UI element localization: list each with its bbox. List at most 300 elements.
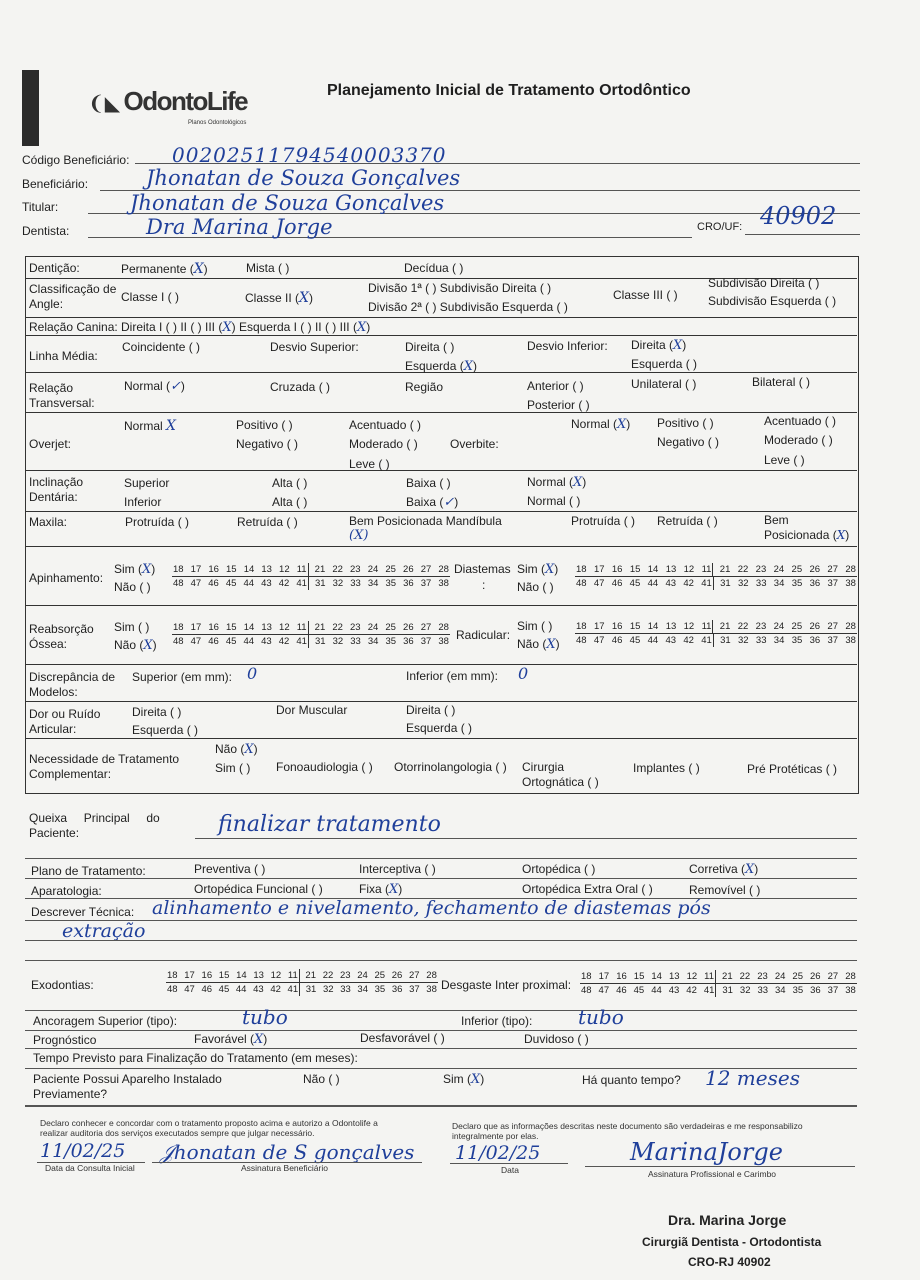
tooth-38[interactable]: 38 <box>845 635 856 646</box>
tooth-48[interactable]: 48 <box>167 984 178 995</box>
tooth-28[interactable]: 28 <box>438 622 449 633</box>
tooth-25[interactable]: 25 <box>385 622 396 633</box>
tooth-32[interactable]: 32 <box>739 985 751 996</box>
tooth-28[interactable]: 28 <box>845 621 856 632</box>
necessidade-sim[interactable]: Sim ( ) <box>215 761 251 775</box>
tooth-47[interactable]: 47 <box>593 635 605 646</box>
tooth-24[interactable]: 24 <box>773 564 785 575</box>
tooth-17[interactable]: 17 <box>593 564 605 575</box>
discrepancia-superior-value[interactable]: 0 <box>247 664 258 683</box>
reabsorcao-teeth-chart[interactable] <box>172 621 450 648</box>
dor-muscular-esquerda[interactable]: Esquerda ( ) <box>406 721 473 735</box>
tooth-35[interactable]: 35 <box>374 984 386 995</box>
tooth-34[interactable]: 34 <box>773 635 785 646</box>
mandibula-protruida[interactable]: Protruída ( ) <box>571 514 636 528</box>
tooth-27[interactable]: 27 <box>827 971 839 982</box>
tooth-24[interactable]: 24 <box>774 971 786 982</box>
tooth-45[interactable]: 45 <box>225 578 237 589</box>
tooth-44[interactable]: 44 <box>243 578 255 589</box>
diastemas-teeth-chart[interactable] <box>575 563 857 590</box>
angle-classe-2[interactable]: Classe II (X) <box>245 290 313 306</box>
tooth-42[interactable]: 42 <box>270 984 281 995</box>
tooth-46[interactable]: 46 <box>616 985 627 996</box>
tooth-24[interactable]: 24 <box>367 564 379 575</box>
tooth-16[interactable]: 16 <box>208 622 219 633</box>
prognostico-desfavoravel[interactable]: Desfavorável ( ) <box>360 1031 445 1045</box>
denticao-mista[interactable]: Mista ( ) <box>246 261 290 275</box>
tooth-23[interactable]: 23 <box>757 971 768 982</box>
plano-preventiva[interactable]: Preventiva ( ) <box>194 862 266 876</box>
transversal-cruzada[interactable]: Cruzada ( ) <box>270 380 331 394</box>
tooth-44[interactable]: 44 <box>647 635 659 646</box>
tooth-36[interactable]: 36 <box>391 984 403 995</box>
tooth-18[interactable]: 18 <box>167 970 178 981</box>
aparatologia-removivel[interactable]: Removível ( ) <box>689 883 761 897</box>
radicular-nao[interactable]: Não (X) <box>517 637 560 652</box>
inclinacao-sup-alta[interactable]: Alta ( ) <box>272 476 308 490</box>
tooth-37[interactable]: 37 <box>420 578 432 589</box>
tooth-43[interactable]: 43 <box>668 985 680 996</box>
tooth-22[interactable]: 22 <box>322 970 334 981</box>
prognostico-favoravel[interactable]: Favorável (X) <box>194 1032 268 1047</box>
radicular-teeth-chart[interactable] <box>575 620 857 647</box>
tooth-22[interactable]: 22 <box>739 971 751 982</box>
tooth-48[interactable]: 48 <box>581 985 592 996</box>
tooth-41[interactable]: 41 <box>701 578 712 589</box>
tooth-41[interactable]: 41 <box>296 578 307 589</box>
tooth-44[interactable]: 44 <box>235 984 247 995</box>
titular-value[interactable]: Jhonatan de Souza Gonçalves <box>130 191 445 215</box>
tooth-12[interactable]: 12 <box>686 971 698 982</box>
tooth-45[interactable]: 45 <box>218 984 230 995</box>
reabsorcao-sim[interactable]: Sim ( ) <box>114 620 150 634</box>
tooth-17[interactable]: 17 <box>593 621 605 632</box>
tooth-18[interactable]: 18 <box>576 621 587 632</box>
denticao-permanente[interactable]: Permanente (X) <box>121 261 208 277</box>
tooth-37[interactable]: 37 <box>827 635 839 646</box>
angle-classe-1[interactable]: Classe I ( ) <box>121 290 180 304</box>
tooth-23[interactable]: 23 <box>350 564 361 575</box>
transversal-normal[interactable]: Normal (✓) <box>124 379 185 394</box>
tooth-48[interactable]: 48 <box>173 578 184 589</box>
tooth-28[interactable]: 28 <box>426 970 437 981</box>
tooth-42[interactable]: 42 <box>278 636 290 647</box>
tooth-45[interactable]: 45 <box>629 578 641 589</box>
diastemas-sim[interactable]: Sim (X) <box>517 562 559 577</box>
tooth-45[interactable]: 45 <box>225 636 237 647</box>
tooth-43[interactable]: 43 <box>261 636 272 647</box>
overjet-acentuado[interactable]: Acentuado ( ) <box>349 418 422 432</box>
tooth-38[interactable]: 38 <box>426 984 437 995</box>
tooth-15[interactable]: 15 <box>226 622 237 633</box>
tooth-14[interactable]: 14 <box>243 622 255 633</box>
tecnica-value-line-1[interactable]: alinhamento e nivelamento, fechamento de diastemas pós <box>152 897 711 919</box>
tooth-27[interactable]: 27 <box>420 622 432 633</box>
inclinacao-inf-alta[interactable]: Alta ( ) <box>272 495 308 509</box>
tooth-15[interactable]: 15 <box>629 564 641 575</box>
apinhamento-nao[interactable]: Não ( ) <box>114 580 151 594</box>
tooth-15[interactable]: 15 <box>218 970 230 981</box>
diastemas-label: Diastemas <box>454 562 511 576</box>
angle-classe-3[interactable]: Classe III ( ) <box>613 288 678 302</box>
tooth-33[interactable]: 33 <box>755 578 767 589</box>
tooth-31[interactable]: 31 <box>720 578 731 589</box>
prognostico-duvidoso[interactable]: Duvidoso ( ) <box>524 1032 589 1046</box>
tooth-21[interactable]: 21 <box>314 564 326 575</box>
tooth-41[interactable]: 41 <box>701 635 712 646</box>
tooth-11[interactable]: 11 <box>701 564 712 575</box>
overjet-moderado[interactable]: Moderado ( ) <box>349 437 418 451</box>
tooth-37[interactable]: 37 <box>420 636 432 647</box>
transversal-bilateral[interactable]: Bilateral ( ) <box>752 375 811 389</box>
tooth-16[interactable]: 16 <box>611 564 623 575</box>
tooth-18[interactable]: 18 <box>581 971 592 982</box>
beneficiario-label: Beneficiário: <box>22 177 89 191</box>
tooth-11[interactable]: 11 <box>701 621 712 632</box>
angle-subdivisao-esquerda[interactable]: Subdivisão Esquerda ( ) <box>708 294 837 308</box>
exodontias-teeth-chart[interactable] <box>166 969 438 996</box>
tooth-46[interactable]: 46 <box>208 578 219 589</box>
inclinacao-sup-normal[interactable]: Normal (X) <box>527 475 587 490</box>
tooth-24[interactable]: 24 <box>773 621 785 632</box>
tooth-12[interactable]: 12 <box>683 621 695 632</box>
overjet-leve[interactable]: Leve ( ) <box>349 457 390 471</box>
tooth-15[interactable]: 15 <box>633 971 645 982</box>
aparatologia-fixa[interactable]: Fixa (X) <box>359 882 403 897</box>
tooth-32[interactable]: 32 <box>738 635 749 646</box>
tooth-46[interactable]: 46 <box>611 578 623 589</box>
tooth-45[interactable]: 45 <box>633 985 645 996</box>
apinhamento-teeth-chart[interactable] <box>172 563 450 590</box>
cro-value[interactable]: 40902 <box>760 202 837 230</box>
denticao-decidua[interactable]: Decídua ( ) <box>404 261 464 275</box>
tooth-34[interactable]: 34 <box>367 636 379 647</box>
beneficiario-value[interactable]: Jhonatan de Souza Gonçalves <box>146 166 461 190</box>
tooth-32[interactable]: 32 <box>322 984 334 995</box>
ha-quanto-tempo-value[interactable]: 12 meses <box>705 1066 800 1090</box>
tooth-13[interactable]: 13 <box>668 971 680 982</box>
plano-corretiva[interactable]: Corretiva (X) <box>689 862 759 877</box>
tooth-12[interactable]: 12 <box>279 622 290 633</box>
mandibula-bem-posicionada[interactable]: Posicionada (X) <box>764 528 850 542</box>
codigo-value[interactable]: 00202511794540003370 <box>172 143 447 167</box>
tooth-46[interactable]: 46 <box>611 635 623 646</box>
overbite-acentuado[interactable]: Acentuado ( ) <box>764 414 837 428</box>
necessidade-nao[interactable]: Não (X) <box>215 742 258 757</box>
tooth-13[interactable]: 13 <box>261 564 272 575</box>
angle-divisao-2[interactable]: Divisão 2ª ( ) Subdivisão Esquerda ( ) <box>368 300 568 314</box>
tooth-25[interactable]: 25 <box>385 564 396 575</box>
tooth-26[interactable]: 26 <box>391 970 403 981</box>
desvio-inf-esquerda[interactable]: Esquerda ( ) <box>631 357 698 371</box>
overbite-normal[interactable]: Normal (X) <box>571 417 631 432</box>
tooth-38[interactable]: 38 <box>438 578 449 589</box>
tooth-12[interactable]: 12 <box>683 564 695 575</box>
tooth-26[interactable]: 26 <box>809 564 821 575</box>
overjet-positivo[interactable]: Positivo ( ) <box>236 418 293 432</box>
tooth-16[interactable]: 16 <box>611 621 623 632</box>
aparatologia-extra-oral[interactable]: Ortopédica Extra Oral ( ) <box>522 882 653 896</box>
overbite-positivo[interactable]: Positivo ( ) <box>657 416 714 430</box>
tooth-35[interactable]: 35 <box>792 985 804 996</box>
tooth-31[interactable]: 31 <box>720 635 731 646</box>
inclinacao-inf-baixa[interactable]: Baixa (✓) <box>406 495 459 510</box>
transversal-unilateral[interactable]: Unilateral ( ) <box>631 377 697 391</box>
desvio-sup-esquerda[interactable]: Esquerda (X) <box>405 359 477 374</box>
ancoragem-superior-label: Ancoragem Superior (tipo): <box>33 1014 178 1028</box>
tooth-23[interactable]: 23 <box>755 621 767 632</box>
tooth-41[interactable]: 41 <box>287 984 299 995</box>
apinhamento-sim[interactable]: Sim (X) <box>114 562 156 577</box>
tooth-41[interactable]: 41 <box>296 636 307 647</box>
tooth-25[interactable]: 25 <box>791 564 803 575</box>
tooth-28[interactable]: 28 <box>845 971 856 982</box>
dor-direita[interactable]: Direita ( ) <box>132 705 182 719</box>
tooth-17[interactable]: 17 <box>184 970 195 981</box>
tooth-45[interactable]: 45 <box>629 635 641 646</box>
tooth-14[interactable]: 14 <box>647 621 659 632</box>
discrepancia-inferior-value[interactable]: 0 <box>518 664 529 683</box>
tooth-23[interactable]: 23 <box>339 970 351 981</box>
maxila-bem-mark: (X) <box>349 528 369 543</box>
tooth-36[interactable]: 36 <box>809 635 821 646</box>
tooth-24[interactable]: 24 <box>367 622 379 633</box>
tooth-27[interactable]: 27 <box>420 564 432 575</box>
tooth-12[interactable]: 12 <box>270 970 282 981</box>
tooth-34[interactable]: 34 <box>357 984 368 995</box>
tooth-36[interactable]: 36 <box>403 636 414 647</box>
tooth-27[interactable]: 27 <box>409 970 420 981</box>
tooth-41[interactable]: 41 <box>703 985 715 996</box>
tooth-36[interactable]: 36 <box>403 578 414 589</box>
tooth-47[interactable]: 47 <box>593 578 605 589</box>
overjet-negativo[interactable]: Negativo ( ) <box>236 437 299 451</box>
desvio-sup-direita[interactable]: Direita ( ) <box>405 340 455 354</box>
tooth-43[interactable]: 43 <box>665 635 677 646</box>
tooth-17[interactable]: 17 <box>598 971 610 982</box>
tooth-22[interactable]: 22 <box>737 621 749 632</box>
tooth-22[interactable]: 22 <box>332 564 343 575</box>
tooth-38[interactable]: 38 <box>845 578 856 589</box>
tooth-47[interactable]: 47 <box>190 636 202 647</box>
necessidade-pre-proteticas[interactable]: Pré Protéticas ( ) <box>747 762 838 776</box>
tooth-11[interactable]: 11 <box>287 970 298 981</box>
tooth-35[interactable]: 35 <box>385 636 397 647</box>
ancoragem-inferior-value[interactable]: tubo <box>578 1005 624 1029</box>
tooth-33[interactable]: 33 <box>340 984 351 995</box>
inclinacao-label-2: Dentária: <box>29 490 78 504</box>
tooth-26[interactable]: 26 <box>809 621 821 632</box>
diastemas-nao[interactable]: Não ( ) <box>517 580 554 594</box>
tooth-18[interactable]: 18 <box>173 622 184 633</box>
tooth-27[interactable]: 27 <box>827 621 838 632</box>
tooth-46[interactable]: 46 <box>208 636 219 647</box>
tooth-47[interactable]: 47 <box>190 578 202 589</box>
tooth-25[interactable]: 25 <box>374 970 386 981</box>
tooth-31[interactable]: 31 <box>722 985 733 996</box>
dentista-value[interactable]: Dra Marina Jorge <box>146 215 333 239</box>
tooth-22[interactable]: 22 <box>332 622 343 633</box>
dor-esquerda[interactable]: Esquerda ( ) <box>132 723 199 737</box>
maxila-bem-posicionada[interactable]: Bem Posicionada Mandíbula <box>349 514 502 528</box>
tooth-26[interactable]: 26 <box>403 622 414 633</box>
dor-muscular-direita[interactable]: Direita ( ) <box>406 703 456 717</box>
tooth-21[interactable]: 21 <box>719 564 731 575</box>
tooth-36[interactable]: 36 <box>809 578 821 589</box>
tooth-42[interactable]: 42 <box>683 635 694 646</box>
tooth-25[interactable]: 25 <box>791 621 803 632</box>
tooth-44[interactable]: 44 <box>651 985 662 996</box>
logo <box>88 86 247 117</box>
tooth-33[interactable]: 33 <box>350 636 361 647</box>
transversal-posterior[interactable]: Posterior ( ) <box>527 398 590 412</box>
tooth-33[interactable]: 33 <box>757 985 769 996</box>
tooth-11[interactable]: 11 <box>296 564 307 575</box>
radicular-sim[interactable]: Sim ( ) <box>517 619 553 633</box>
tooth-35[interactable]: 35 <box>385 578 397 589</box>
tooth-34[interactable]: 34 <box>773 578 785 589</box>
overbite-leve[interactable]: Leve ( ) <box>764 453 805 467</box>
tooth-36[interactable]: 36 <box>810 985 821 996</box>
tooth-11[interactable]: 11 <box>296 622 307 633</box>
tooth-46[interactable]: 46 <box>201 984 213 995</box>
tooth-43[interactable]: 43 <box>253 984 264 995</box>
tooth-38[interactable]: 38 <box>438 636 449 647</box>
tooth-11[interactable]: 11 <box>704 971 715 982</box>
tooth-18[interactable]: 18 <box>576 564 587 575</box>
tooth-48[interactable]: 48 <box>576 635 587 646</box>
inclinacao-inf-normal[interactable]: Normal ( ) <box>527 494 581 508</box>
maxila-protruida[interactable]: Protruída ( ) <box>125 515 190 529</box>
tooth-47[interactable]: 47 <box>598 985 610 996</box>
overbite-moderado[interactable]: Moderado ( ) <box>764 433 833 447</box>
tooth-26[interactable]: 26 <box>810 971 821 982</box>
tooth-38[interactable]: 38 <box>845 985 856 996</box>
tooth-28[interactable]: 28 <box>438 564 449 575</box>
tooth-23[interactable]: 23 <box>350 622 361 633</box>
tooth-32[interactable]: 32 <box>332 636 344 647</box>
necessidade-fonoaudiologia[interactable]: Fonoaudiologia ( ) <box>276 760 373 774</box>
tooth-14[interactable]: 14 <box>236 970 247 981</box>
tooth-21[interactable]: 21 <box>305 970 316 981</box>
plano-interceptiva[interactable]: Interceptiva ( ) <box>359 862 436 876</box>
tooth-31[interactable]: 31 <box>315 578 326 589</box>
tooth-15[interactable]: 15 <box>629 621 641 632</box>
necessidade-otorrino[interactable]: Otorrinolangologia ( ) <box>394 760 507 774</box>
tooth-13[interactable]: 13 <box>665 621 677 632</box>
data-value[interactable]: 11/02/25 <box>455 1142 541 1164</box>
tooth-42[interactable]: 42 <box>686 985 697 996</box>
tooth-16[interactable]: 16 <box>616 971 627 982</box>
maxila-retruida[interactable]: Retruída ( ) <box>237 515 298 529</box>
tooth-16[interactable]: 16 <box>208 564 219 575</box>
tooth-37[interactable]: 37 <box>409 984 420 995</box>
tooth-48[interactable]: 48 <box>576 578 587 589</box>
tooth-43[interactable]: 43 <box>665 578 677 589</box>
overjet-label: Overjet: <box>29 437 72 451</box>
angle-divisao-1[interactable]: Divisão 1ª ( ) Subdivisão Direita ( ) <box>368 281 552 295</box>
tooth-43[interactable]: 43 <box>261 578 272 589</box>
tooth-17[interactable]: 17 <box>190 622 202 633</box>
tooth-12[interactable]: 12 <box>279 564 290 575</box>
tecnica-value-line-2[interactable]: extração <box>62 920 146 942</box>
desgaste-teeth-chart[interactable] <box>580 970 857 997</box>
tooth-44[interactable]: 44 <box>243 636 255 647</box>
aparatologia-ort-funcional[interactable]: Ortopédica Funcional ( ) <box>194 882 323 896</box>
tooth-14[interactable]: 14 <box>243 564 255 575</box>
angle-subdivisao-direita[interactable]: Subdivisão Direita ( ) <box>708 276 820 290</box>
data-consulta-value[interactable]: 11/02/25 <box>40 1140 126 1162</box>
tooth-33[interactable]: 33 <box>755 635 767 646</box>
tooth-44[interactable]: 44 <box>647 578 659 589</box>
tooth-25[interactable]: 25 <box>792 971 803 982</box>
tooth-18[interactable]: 18 <box>173 564 184 575</box>
dentista-label: Dentista: <box>22 224 70 238</box>
queixa-value[interactable]: finalizar tratamento <box>218 812 441 837</box>
necessidade-implantes[interactable]: Implantes ( ) <box>633 761 700 775</box>
tooth-13[interactable]: 13 <box>261 622 272 633</box>
tooth-35[interactable]: 35 <box>791 578 803 589</box>
tooth-37[interactable]: 37 <box>827 985 839 996</box>
reabsorcao-nao[interactable]: Não (X) <box>114 638 157 653</box>
overjet-normal[interactable]: Normal X <box>124 418 176 434</box>
tooth-22[interactable]: 22 <box>737 564 749 575</box>
tooth-14[interactable]: 14 <box>651 971 662 982</box>
tooth-16[interactable]: 16 <box>201 970 213 981</box>
linha-media-coincidente[interactable]: Coincidente ( ) <box>122 340 201 354</box>
tooth-42[interactable]: 42 <box>683 578 694 589</box>
tooth-13[interactable]: 13 <box>665 564 677 575</box>
tooth-48[interactable]: 48 <box>173 636 184 647</box>
aparelho-nao[interactable]: Não ( ) <box>303 1072 340 1086</box>
tooth-47[interactable]: 47 <box>184 984 195 995</box>
tooth-32[interactable]: 32 <box>332 578 344 589</box>
tooth-24[interactable]: 24 <box>357 970 368 981</box>
tooth-42[interactable]: 42 <box>278 578 290 589</box>
tooth-33[interactable]: 33 <box>350 578 361 589</box>
tooth-15[interactable]: 15 <box>226 564 237 575</box>
plano-ortopedica[interactable]: Ortopédica ( ) <box>522 862 596 876</box>
tooth-32[interactable]: 32 <box>738 578 749 589</box>
tooth-26[interactable]: 26 <box>403 564 414 575</box>
tooth-21[interactable]: 21 <box>314 622 326 633</box>
transversal-anterior[interactable]: Anterior ( ) <box>527 379 584 393</box>
overbite-negativo[interactable]: Negativo ( ) <box>657 435 720 449</box>
tooth-28[interactable]: 28 <box>845 564 856 575</box>
tooth-14[interactable]: 14 <box>647 564 659 575</box>
tooth-31[interactable]: 31 <box>305 984 317 995</box>
necessidade-ortognatica[interactable]: Ortognática ( ) <box>522 775 599 789</box>
desvio-inf-direita[interactable]: Direita (X) <box>631 338 687 353</box>
mandibula-retruida[interactable]: Retruída ( ) <box>657 514 718 528</box>
tooth-21[interactable]: 21 <box>719 621 731 632</box>
tooth-27[interactable]: 27 <box>827 564 838 575</box>
aparelho-sim[interactable]: Sim (X) <box>443 1072 485 1087</box>
tooth-21[interactable]: 21 <box>722 971 733 982</box>
tooth-35[interactable]: 35 <box>791 635 803 646</box>
tooth-34[interactable]: 34 <box>367 578 379 589</box>
canina-options[interactable]: Direita I ( ) II ( ) III (X) Esquerda I ( ) II ( ) III (X) <box>121 320 371 335</box>
tooth-17[interactable]: 17 <box>190 564 202 575</box>
ancoragem-superior-value[interactable]: tubo <box>242 1005 288 1029</box>
tooth-37[interactable]: 37 <box>827 578 839 589</box>
tooth-13[interactable]: 13 <box>253 970 264 981</box>
tooth-34[interactable]: 34 <box>775 985 786 996</box>
inclinacao-sup-baixa[interactable]: Baixa ( ) <box>406 476 451 490</box>
tooth-31[interactable]: 31 <box>315 636 326 647</box>
tooth-23[interactable]: 23 <box>755 564 767 575</box>
necessidade-cirurgia: Cirurgia <box>522 760 565 774</box>
